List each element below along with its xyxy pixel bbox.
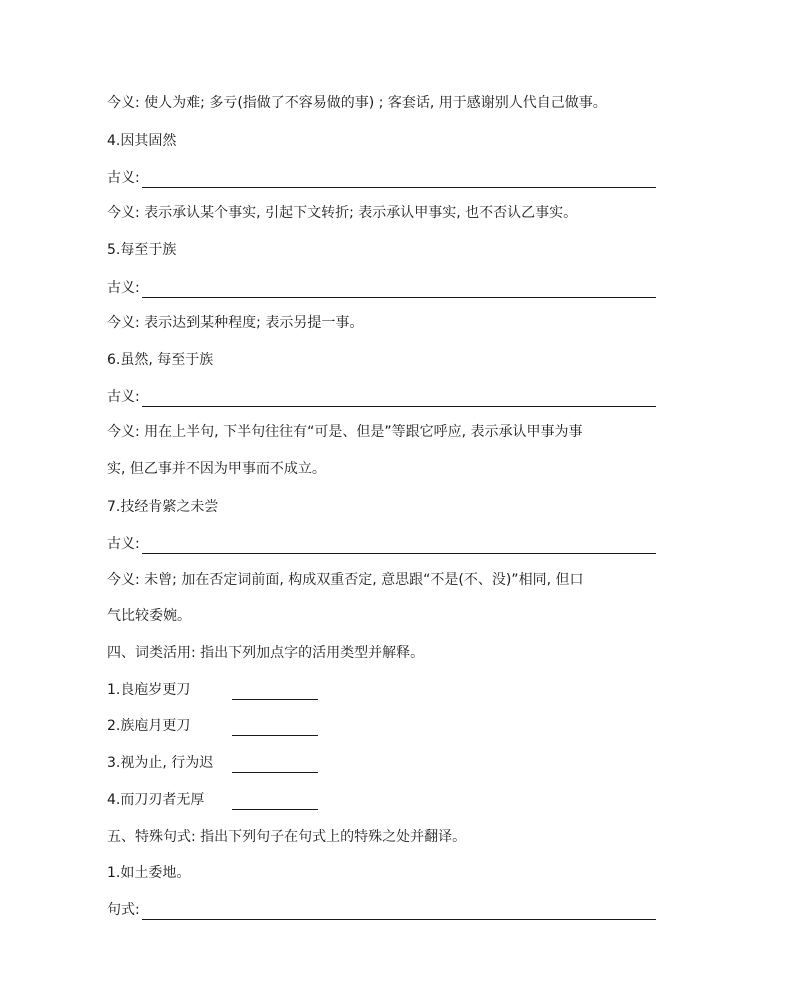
ancient-meaning-label: 古义: — [107, 170, 140, 186]
ancient-meaning-label: 古义: — [107, 536, 140, 552]
item-6-modern-meaning-line-1: 今义: 用在上半句, 下半句往往有“可是、但是”等跟它呼应, 表示承认甲事为事 — [107, 424, 583, 440]
usage-item-text: 2.族庖月更刀 — [107, 718, 191, 734]
ancient-meaning-label: 古义: — [107, 389, 140, 405]
usage-item-1-row — [107, 680, 318, 700]
meaning-line-3-modern: 今义: 使人为难; 多亏(指做了不容易做的事) ; 客套话, 用于感谢别人代自己做事。 — [107, 95, 607, 111]
ancient-meaning-label: 古义: — [107, 280, 140, 296]
item-4-ancient-meaning-row — [107, 168, 656, 188]
item-7-title: 7.技经肯綮之未尝 — [107, 499, 219, 515]
item-6-ancient-meaning-row — [107, 387, 656, 407]
sentence-pattern-label: 句式: — [107, 902, 140, 918]
ancient-meaning-blank[interactable] — [142, 537, 656, 554]
section-4-heading: 四、词类活用: 指出下列加点字的活用类型并解释。 — [107, 645, 425, 661]
ancient-meaning-blank[interactable] — [142, 390, 656, 407]
item-5-title: 5.每至于族 — [107, 242, 177, 258]
item-5-ancient-meaning-row — [107, 278, 656, 298]
item-7-ancient-meaning-row — [107, 534, 656, 554]
sentence-pattern-blank[interactable] — [142, 903, 656, 920]
sentence-item-1-title: 1.如土委地。 — [107, 865, 191, 881]
usage-item-text: 3.视为止, 行为迟 — [107, 755, 214, 771]
usage-answer-blank[interactable] — [232, 756, 318, 773]
item-4-modern-meaning: 今义: 表示承认某个事实, 引起下文转折; 表示承认甲事实, 也不否认乙事实。 — [107, 205, 578, 221]
item-6-modern-meaning-line-2: 实, 但乙事并不因为甲事而不成立。 — [107, 461, 326, 477]
item-6-title: 6.虽然, 每至于族 — [107, 352, 214, 368]
sentence-pattern-row — [107, 900, 656, 920]
item-7-modern-meaning-line-1: 今义: 未曾; 加在否定词前面, 构成双重否定, 意思跟“不是(不、没)”相同, 但口 — [107, 572, 584, 588]
usage-item-text: 4.而刀刃者无厚 — [107, 792, 205, 808]
item-4-title: 4.因其固然 — [107, 133, 177, 149]
item-7-modern-meaning-line-2: 气比较委婉。 — [107, 608, 191, 624]
ancient-meaning-blank[interactable] — [142, 171, 656, 188]
item-5-modern-meaning: 今义: 表示达到某种程度; 表示另提一事。 — [107, 315, 364, 331]
usage-answer-blank[interactable] — [232, 719, 318, 736]
usage-item-4-row — [107, 790, 318, 810]
usage-item-text: 1.良庖岁更刀 — [107, 682, 191, 698]
usage-answer-blank[interactable] — [232, 683, 318, 700]
usage-item-3-row — [107, 753, 318, 773]
usage-answer-blank[interactable] — [232, 793, 318, 810]
ancient-meaning-blank[interactable] — [142, 281, 656, 298]
usage-item-2-row — [107, 716, 318, 736]
section-5-heading: 五、特殊句式: 指出下列句子在句式上的特殊之处并翻译。 — [107, 829, 467, 845]
